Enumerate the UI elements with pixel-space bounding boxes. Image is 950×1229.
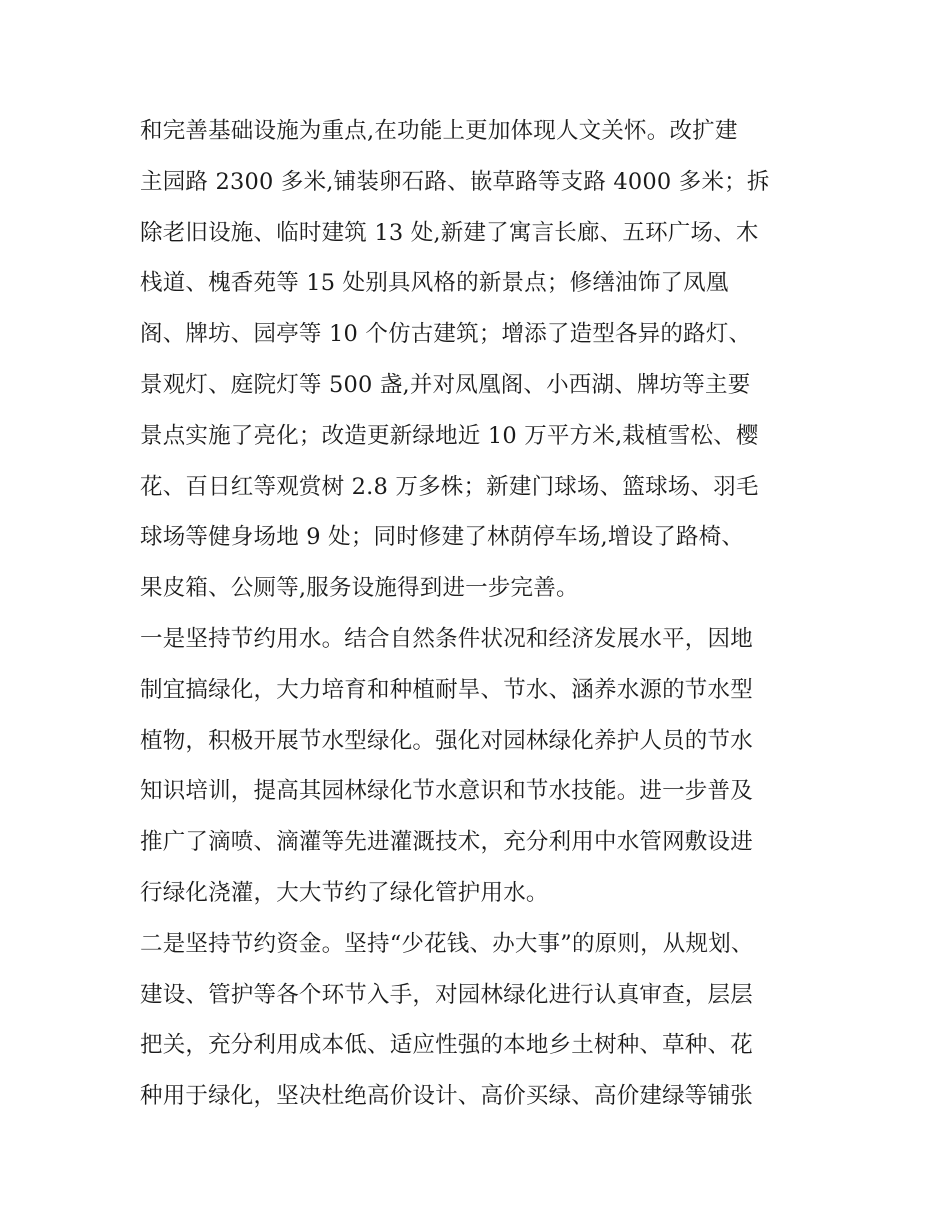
paragraph-1-line-6: 景观灯、庭院灯等 500 盏,并对凤凰阁、小西湖、牌坊等主要: [140, 371, 751, 398]
paragraph-1-line-8: 花、百日红等观赏树 2.8 万多株；新建门球场、篮球场、羽毛: [140, 473, 759, 500]
paragraph-1-line-1: 和完善基础设施为重点,在功能上更加体现人文关怀。改扩建: [140, 118, 738, 144]
paragraph-2-line-6: 行绿化浇灌，大大节约了绿化管护用水。: [140, 879, 549, 906]
paragraph-2-line-1: 一是坚持节约用水。结合自然条件状况和经济发展水平，因地: [140, 625, 753, 652]
paragraph-1-line-2: 主园路 2300 多米,铺装卵石路、嵌草路等支路 4000 多米；拆: [140, 168, 770, 195]
paragraph-1-line-5: 阁、牌坊、园亭等 10 个仿古建筑；增添了造型各异的路灯、: [140, 321, 752, 348]
paragraph-1-line-9: 球场等健身场地 9 处；同时修建了林荫停车场,增设了路椅、: [140, 524, 745, 551]
paragraph-3-line-4: 种用于绿化，坚决杜绝高价设计、高价买绿、高价建绿等铺张: [140, 1083, 753, 1110]
paragraph-2-line-2: 制宜搞绿化，大力培育和种植耐旱、节水、涵养水源的节水型: [140, 676, 753, 703]
document-body: [140, 106, 820, 1122]
paragraph-3-line-1: 二是坚持节约资金。坚持“少花钱、办大事”的原则，从规划、: [140, 930, 754, 957]
paragraph-3-line-2: 建设、管护等各个环节入手，对园林绿化进行认真审查，层层: [140, 981, 753, 1008]
paragraph-1-line-3: 除老旧设施、临时建筑 13 处,新建了寓言长廊、五环广场、木: [140, 219, 759, 246]
paragraph-2-line-5: 推广了滴喷、滴灌等先进灌溉技术，充分利用中水管网敷设进: [140, 829, 753, 856]
paragraph-2-line-4: 知识培训，提高其园林绿化节水意识和节水技能。进一步普及: [140, 778, 753, 805]
paragraph-2-line-3: 植物，积极开展节水型绿化。强化对园林绿化养护人员的节水: [140, 727, 753, 754]
paragraph-3-line-3: 把关，充分利用成本低、适应性强的本地乡土树种、草种、花: [140, 1032, 753, 1059]
paragraph-1-line-10: 果皮箱、公厕等,服务设施得到进一步完善。: [140, 575, 579, 602]
paragraph-1-line-4: 栈道、槐香苑等 15 处别具风格的新景点；修缮油饰了凤凰: [140, 270, 729, 297]
paragraph-1-line-7: 景点实施了亮化；改造更新绿地近 10 万平方米,栽植雪松、樱: [140, 422, 759, 449]
